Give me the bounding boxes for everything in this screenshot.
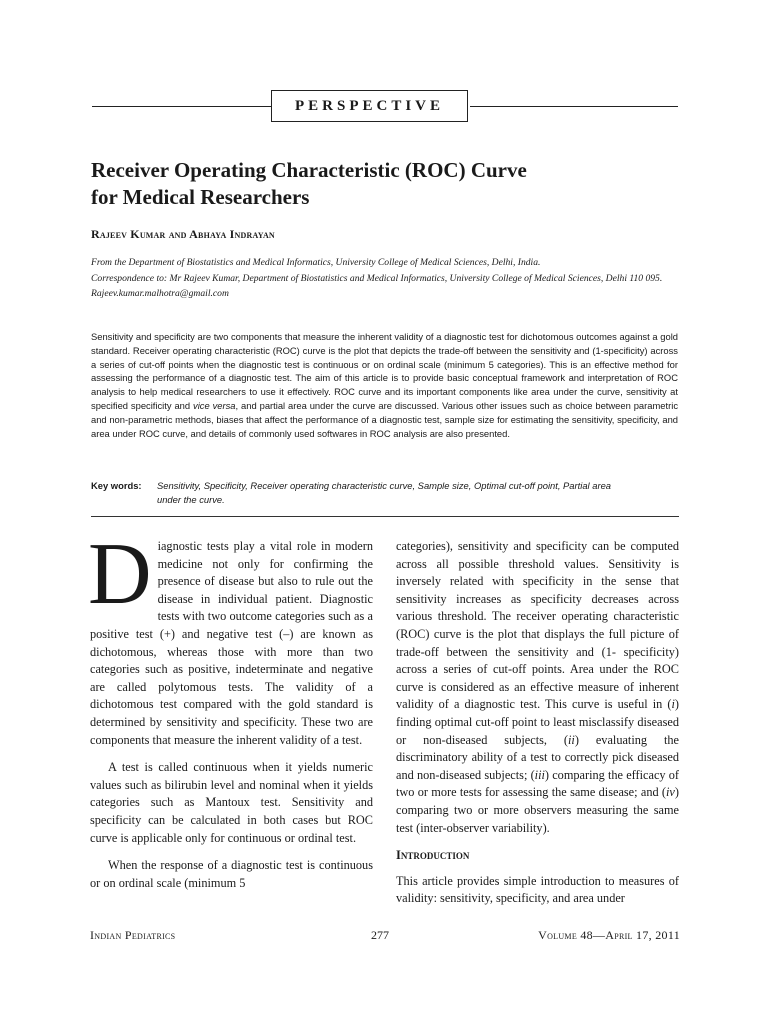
banner-rule-right [470, 106, 678, 107]
text-run: categories), sensitivity and specificity can be computed across all possible threshold values. Sensitivity is inversely related with specificity in the sense that sensitivity increases as specificity decreases across various threshold. The receiver operating characteristic (ROC) curve is the plot that displays the full picture of trade-off between the sensitivity and (1- specificity) across a series of cut-off points. Area under the ROC curve is considered as an effective measure of inherent validity of a diagnostic test. This curve is useful in ( [396, 539, 679, 712]
footer-volume: Volume 48—April 17, 2011 [538, 928, 680, 942]
text-run: ) comparing the efficacy of two or more tests for assessing the same disease; and ( [396, 767, 680, 800]
affiliation-block [91, 255, 681, 302]
banner-rule-left [92, 106, 272, 107]
body-paragraph: When the response of a diagnostic test is continuous or on ordinal scale (minimum 5 [90, 858, 373, 890]
enum-marker: i [671, 697, 675, 712]
body-paragraph: This article provides simple introduction to measures of validity: sensitivity, specificity, and area under [396, 873, 679, 906]
body-paragraph [396, 538, 679, 837]
keywords-label: Key words: [91, 480, 142, 491]
article-title-line-1: Receiver Operating Characteristic (ROC) Curve [91, 158, 527, 182]
enum-marker: iii [534, 767, 545, 782]
article-title [91, 157, 681, 211]
footer-page-number: 277 [371, 928, 389, 942]
abstract [91, 330, 678, 440]
body-column-right [396, 538, 679, 918]
section-banner-label: PERSPECTIVE [294, 97, 445, 114]
abstract-text-2: , and partial area under the curve are discussed. Various other issues such as choice between parametric and non-parametric methods, biases that affect the performance of a diagnostic test, sample size for estimating the sensitivity, specificity, and area under ROC curve, and details of commonly used softwares in ROC analysis are also presented. [91, 399, 679, 439]
enum-marker: iv [666, 785, 675, 800]
section-heading: Introduction [396, 848, 470, 863]
body-column-left [88, 526, 373, 902]
text-run: ) comparing two or more observers measuring the same test (inter-observer variability). [396, 785, 679, 835]
section-banner [271, 90, 468, 122]
drop-cap: D [88, 526, 152, 623]
text-run: ) finding optimal cut-off point to least misclassify diseased or non-diseased subjects, ( [396, 697, 679, 747]
keywords-text: Sensitivity, Specificity, Receiver operating characteristic curve, Sample size, Optimal cut-off point, Partial area under the curve. [157, 480, 611, 505]
body-paragraph: A test is called continuous when it yields numeric values such as bilirubin level and nominal when it yields categories such as Mantoux test. Sensitivity and specificity can be calculated in both cases but ROC curve is applicable only for continuous or ordinal test. [90, 760, 373, 845]
author-list: Rajeev Kumar and Abhaya Indrayan [91, 227, 275, 241]
abstract-separator [91, 516, 679, 517]
keywords-block [91, 479, 681, 507]
text-run: ) evaluating the discriminatory ability of a test to correctly pick diseased and non-diseased subjects; ( [396, 732, 679, 782]
enum-marker: ii [567, 732, 575, 747]
abstract-italic: vice versa [193, 399, 236, 411]
article-title-line-2: for Medical Researchers [91, 185, 310, 209]
affiliation-line: From the Department of Biostatistics and Medical Informatics, University College of Medical Sciences, Delhi, India. [91, 257, 541, 268]
body-paragraph-text: iagnostic tests play a vital role in modern medicine not only for confirming the presence of disease but also to rule out the disease in individual patient. Diagnostic tests with two outcome categories such as a positive test (+) and negative test (–) are known as dichotomous, whereas those with more than two categories such as positive, indeterminate and negative are called polytomous tests. The validity of a dichotomous test compared with the gold standard is determined by sensitivity and specificity. These two are components that measure the inherent validity of a test. [90, 539, 373, 747]
footer-journal: Indian Pediatrics [90, 928, 176, 942]
body-paragraph [88, 526, 373, 749]
abstract-text-1: Sensitivity and specificity are two components that measure the inherent validity of a diagnostic test for dichotomous outcomes against a gold standard. Receiver operating characteristic (ROC) curve is the plot that depicts the trade-off between the sensitivity and (1-specificity) across a series of cut-off points when the diagnostic test is continuous or on ordinal scale (minimum 5 categories). This is an effective method for assessing the performance of a diagnostic test. The aim of this article is to provide basic conceptual framework and interpretation of ROC analysis to help medical researchers to use it effectively. ROC curve and its important components like area under the curve, sensitivity at specified specificity and [91, 331, 678, 411]
correspondence-line: Correspondence to: Mr Rajeev Kumar, Department of Biostatistics and Medical Informatics, University College of Medical Sciences, Delhi 110 095. Rajeev.kumar.malhotra@gmail.com [91, 272, 663, 299]
